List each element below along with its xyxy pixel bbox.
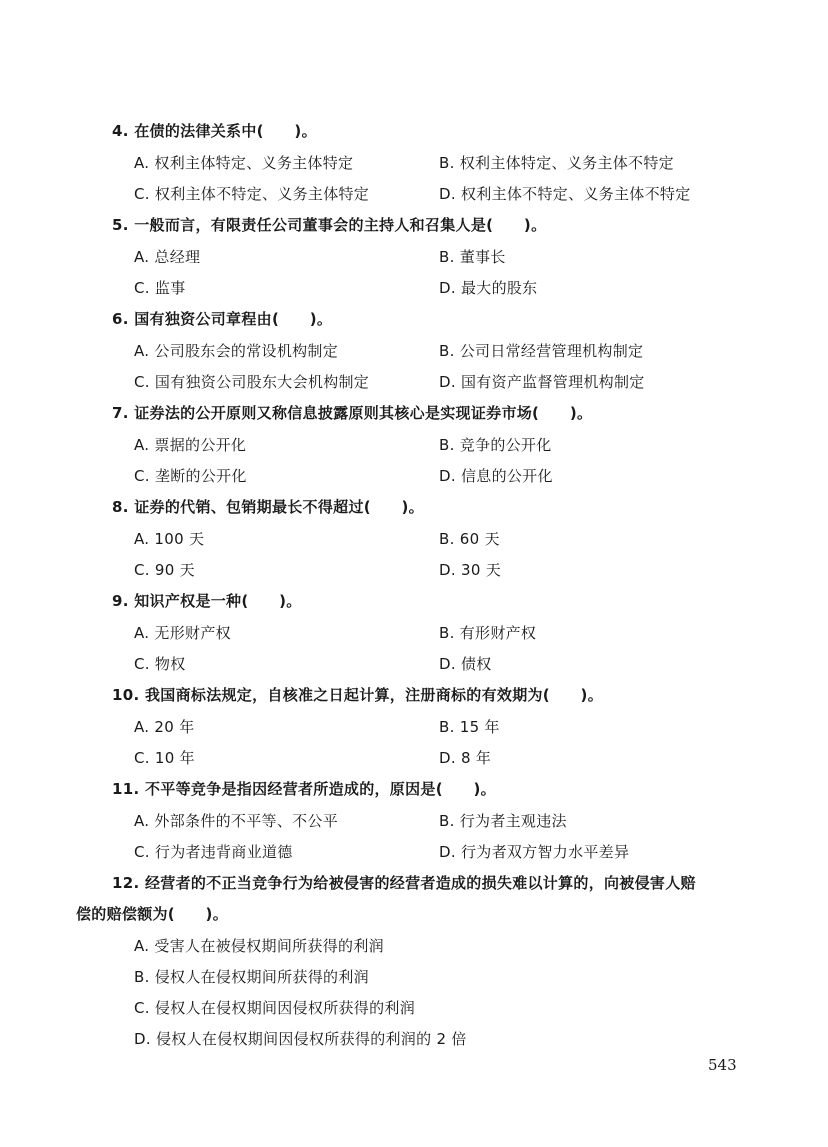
question-10-option-b: B. 15 年 [439, 718, 500, 736]
question-8-option-c: C. 90 天 [134, 561, 195, 579]
question-4-stem: 4. 在债的法律关系中( )。 [112, 122, 317, 140]
question-7-option-b: B. 竞争的公开化 [439, 436, 552, 454]
question-10-option-c: C. 10 年 [134, 749, 195, 767]
question-7-option-c: C. 垄断的公开化 [134, 467, 247, 485]
page-number: 543 [708, 1056, 737, 1074]
question-9-stem: 9. 知识产权是一种( )。 [112, 592, 302, 610]
question-8-option-a: A. 100 天 [134, 530, 205, 548]
question-10-option-d: D. 8 年 [439, 749, 492, 767]
question-5-stem: 5. 一般而言，有限责任公司董事会的主持人和召集人是( )。 [112, 216, 547, 234]
question-6-stem: 6. 国有独资公司章程由( )。 [112, 310, 333, 328]
question-5-option-b: B. 董事长 [439, 248, 506, 266]
question-4-option-d: D. 权利主体不特定、义务主体不特定 [439, 185, 691, 203]
question-5-option-c: C. 监事 [134, 279, 186, 297]
question-4-option-b: B. 权利主体特定、义务主体不特定 [439, 154, 674, 172]
question-6-option-a: A. 公司股东会的常设机构制定 [134, 342, 339, 360]
question-11-option-b: B. 行为者主观违法 [439, 812, 567, 830]
question-9-option-d: D. 债权 [439, 655, 492, 673]
question-7-option-d: D. 信息的公开化 [439, 467, 553, 485]
question-11-option-d: D. 行为者双方智力水平差异 [439, 843, 630, 861]
question-5-option-a: A. 总经理 [134, 248, 201, 266]
question-12-option-c: C. 侵权人在侵权期间因侵权所获得的利润 [134, 999, 416, 1017]
question-11-stem: 11. 不平等竞争是指因经营者所造成的，原因是( )。 [112, 780, 496, 798]
question-9-option-b: B. 有形财产权 [439, 624, 537, 642]
question-10-option-a: A. 20 年 [134, 718, 195, 736]
question-11-option-c: C. 行为者违背商业道德 [134, 843, 293, 861]
question-4-option-c: C. 权利主体不特定、义务主体特定 [134, 185, 370, 203]
question-10-stem: 10. 我国商标法规定，自核准之日起计算，注册商标的有效期为( )。 [112, 686, 604, 704]
question-9-option-c: C. 物权 [134, 655, 186, 673]
question-8-option-d: D. 30 天 [439, 561, 502, 579]
question-4-option-a: A. 权利主体特定、义务主体特定 [134, 154, 354, 172]
question-8-stem: 8. 证券的代销、包销期最长不得超过( )。 [112, 498, 424, 516]
question-5-option-d: D. 最大的股东 [439, 279, 538, 297]
question-11-option-a: A. 外部条件的不平等、不公平 [134, 812, 339, 830]
question-12-option-a: A. 受害人在被侵权期间所获得的利润 [134, 937, 384, 955]
question-6-option-b: B. 公司日常经营管理机构制定 [439, 342, 644, 360]
question-12-option-b: B. 侵权人在侵权期间所获得的利润 [134, 968, 369, 986]
question-7-stem: 7. 证券法的公开原则又称信息披露原则其核心是实现证券市场( )。 [112, 404, 593, 422]
question-12-stem-line-2: 偿的赔偿额为( )。 [76, 905, 229, 923]
question-6-option-c: C. 国有独资公司股东大会机构制定 [134, 373, 370, 391]
question-12-option-d: D. 侵权人在侵权期间因侵权所获得的利润的 2 倍 [134, 1030, 467, 1048]
question-7-option-a: A. 票据的公开化 [134, 436, 247, 454]
question-6-option-d: D. 国有资产监督管理机构制定 [439, 373, 645, 391]
question-8-option-b: B. 60 天 [439, 530, 500, 548]
question-9-option-a: A. 无形财产权 [134, 624, 231, 642]
question-12-stem-line-1: 12. 经营者的不正当竞争行为给被侵害的经营者造成的损失难以计算的，向被侵害人赔 [112, 874, 696, 892]
